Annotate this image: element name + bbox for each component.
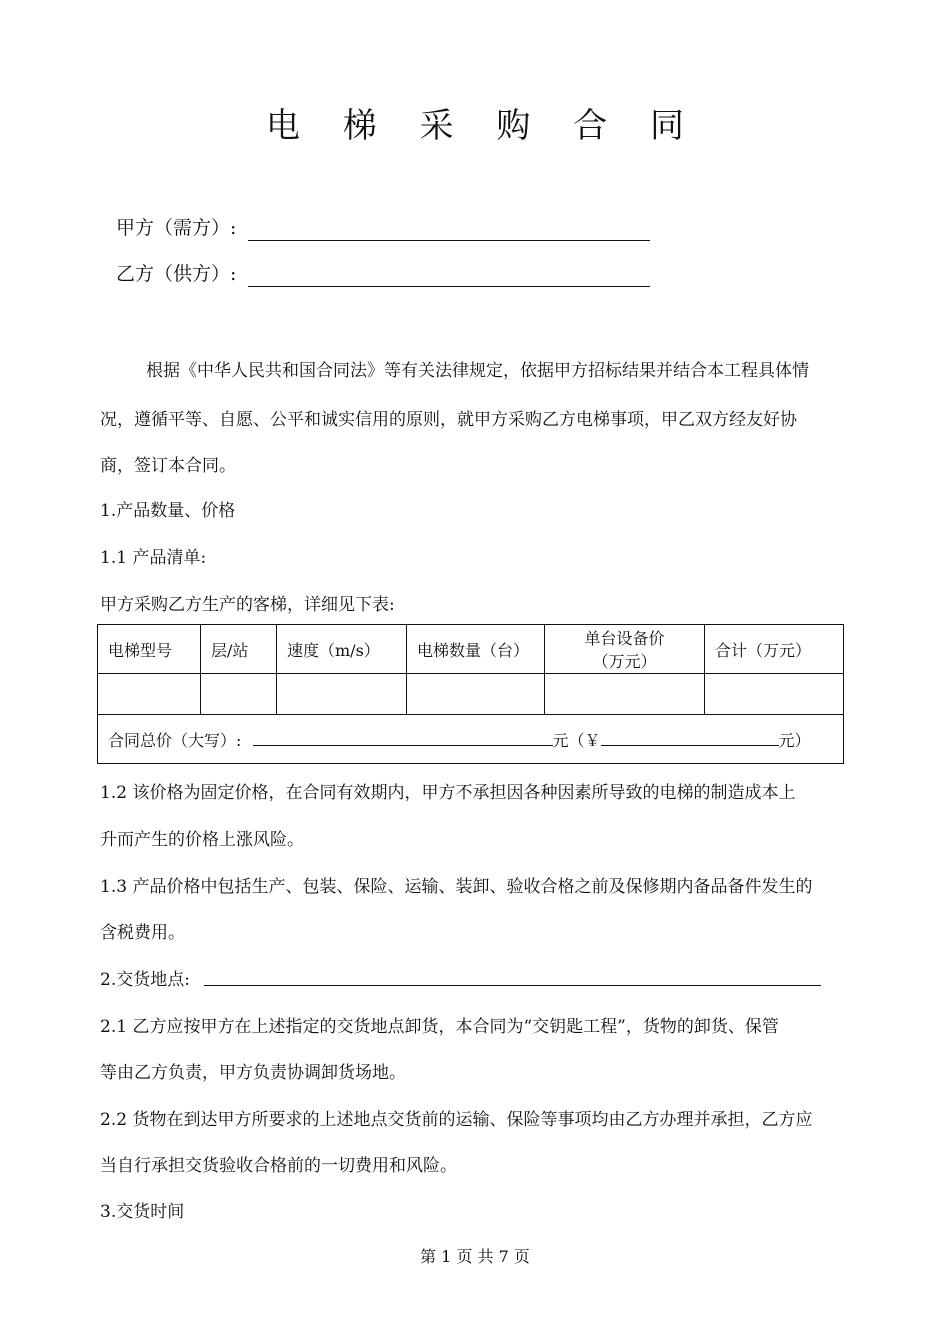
header-model: 电梯型号: [98, 625, 201, 674]
section-2-1-line-2: 等由乙方负责，甲方负责协调卸货场地。: [100, 1063, 406, 1083]
delivery-location-blank-line[interactable]: [204, 985, 821, 986]
section-1-1-heading: 1.1 产品清单:: [100, 548, 207, 568]
cell-total[interactable]: [705, 674, 844, 715]
section-2-2-line-2: 当自行承担交货验收合格前的一切费用和风险。: [100, 1156, 457, 1176]
cell-floors-stations[interactable]: [201, 674, 277, 715]
section-2-1-line-1: 2.1 乙方应按甲方在上述指定的交货地点卸货，本合同为“交钥匙工程”，货物的卸货、保管: [100, 1017, 779, 1037]
table-row: [98, 674, 844, 715]
total-price-cell: [98, 715, 844, 764]
header-unit-price-line1: 单台设备价: [584, 629, 665, 648]
section-2-2-line-1: 2.2 货物在到达甲方所要求的上述地点交货前的运输、保险等事项均由乙方办理并承担，乙方应: [100, 1110, 813, 1130]
product-list-table: [97, 624, 844, 764]
header-unit-price-line2: （万元）: [592, 652, 657, 671]
total-price-label: 合同总价（大写）:: [108, 731, 242, 750]
page-number-footer: 第 1 页 共 7 页: [420, 1247, 530, 1266]
section-1-2-line-2: 升而产生的价格上涨风险。: [100, 830, 304, 850]
section-3-heading: 3.交货时间: [100, 1202, 185, 1222]
party-b-blank-line[interactable]: [248, 286, 650, 287]
total-unit-yuan-label: 元（￥: [552, 731, 601, 750]
header-speed: 速度（m/s）: [277, 625, 407, 674]
party-a-label: 甲方（需方）:: [116, 217, 237, 239]
cell-unit-price[interactable]: [545, 674, 705, 715]
table-header-row: [98, 625, 844, 674]
total-price-words-blank[interactable]: [253, 727, 553, 746]
intro-line-1: 根据《中华人民共和国合同法》等有关法律规定，依据甲方招标结果并结合本工程具体情: [146, 361, 809, 381]
party-b-label: 乙方（供方）:: [116, 263, 237, 285]
section-2-heading: 2.交货地点:: [100, 970, 190, 990]
cell-quantity[interactable]: [407, 674, 545, 715]
cell-model[interactable]: [98, 674, 201, 715]
header-floors-stations: 层/站: [201, 625, 277, 674]
total-price-figures-blank[interactable]: [601, 727, 779, 746]
header-unit-price: [545, 625, 705, 674]
total-unit-close-label: 元）: [778, 731, 811, 750]
document-title: 电 梯 采 购 合 同: [265, 106, 701, 146]
section-1-heading: 1.产品数量、价格: [100, 501, 236, 521]
header-total: 合计（万元）: [705, 625, 844, 674]
header-quantity: 电梯数量（台）: [407, 625, 545, 674]
intro-line-3: 商，签订本合同。: [100, 456, 236, 476]
section-1-3-line-1: 1.3 产品价格中包括生产、包装、保险、运输、装卸、验收合格之前及保修期内备品备件发生的: [100, 877, 813, 897]
section-1-2-line-1: 1.2 该价格为固定价格，在合同有效期内，甲方不承担因各种因素所导致的电梯的制造成本上: [100, 783, 796, 803]
section-1-1-description: 甲方采购乙方生产的客梯，详细见下表:: [100, 595, 395, 615]
intro-line-2: 况，遵循平等、自愿、公平和诚实信用的原则，就甲方采购乙方电梯事项，甲乙双方经友好协: [100, 410, 797, 430]
table-total-row: [98, 715, 844, 764]
cell-speed[interactable]: [277, 674, 407, 715]
party-a-blank-line[interactable]: [248, 240, 650, 241]
section-1-3-line-2: 含税费用。: [100, 923, 185, 943]
